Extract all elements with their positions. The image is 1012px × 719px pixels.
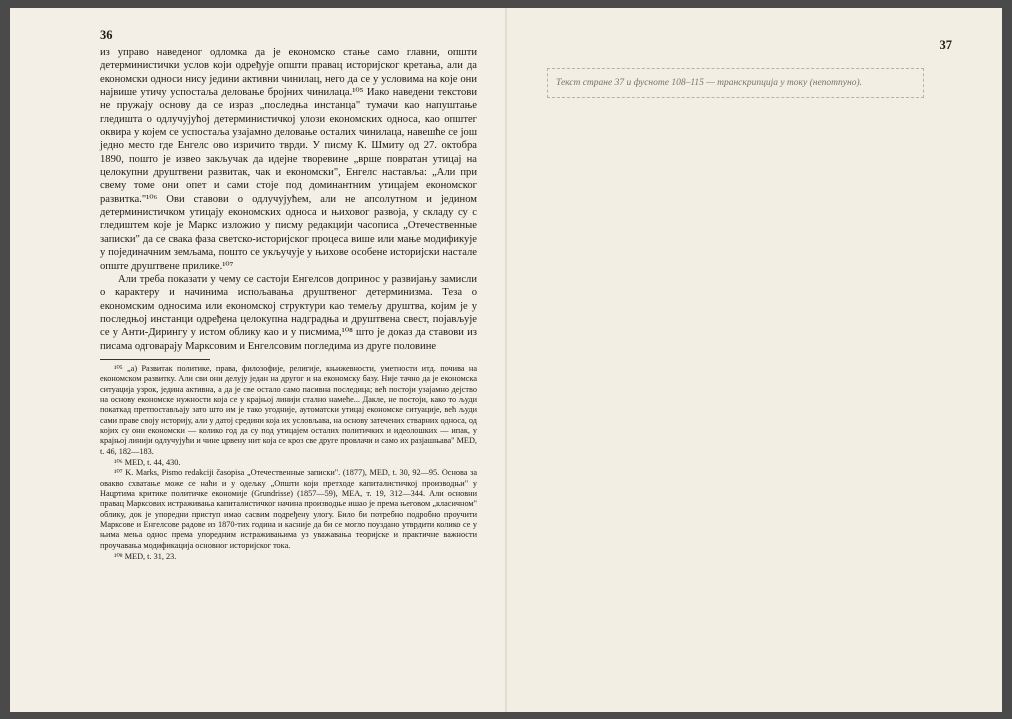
right-page-placeholder: Текст стране 37 и фусноте 108–115 — транскрипција у току (непотпуно). xyxy=(547,68,924,98)
paragraph-2: Али треба показати у чему се састоји Енгелсов допринос у развијању замисли о карактеру и начинима испољавања друштвеног детерминизма. Теза о економским односима или економској структури као темељу друштва, којим је у последњој инстанци одређена целокупна надградња и друштвена свест, појављује се у Анти-Дирингу у истом облику као и у писмима,¹⁰⁸ што је доказ да ставови из писама одговарају Марксовим и Енгелсовим погледима из друге половине xyxy=(100,273,477,352)
footnote-106: ¹⁰⁶ MED, t. 44, 430. xyxy=(114,457,181,467)
paragraph-1: из управо наведеног одломка да је економско стање само главни, општи детерминистички услов који одређује општи правац историјског кретања, али да економски односи нису једини активни чинилац, него да се у условима на које они највише утичу успостаља деловање бројних чинилаца.¹⁰⁵ Иако наведени текстови не пружају основу да се израз „последња инстанца" тумачи као напуштање гледишта о одлучујућој детерминистичкој улози економских односа, као општег оквира у којем се успостаља узајамно деловање осталих чинилаца, навешће се још једно место где Енгелс ово изричито тврди. У писму К. Шмиту од 27. октобра 1890, пошто је извео закључак да идејне творевине „врше повратан утицај на целокупни друштвени развитак, чак и економски", Енгелс наставља: „Али при свему томе они опет и сами стоје под доминантним утицајем економског развитка."¹⁰⁶ Ови ставови о одлучујућем, али не апсолутном и једином детерминистичком утицају економских односа и њиховог развоја, у складу су с гледиштем које је Маркс изложио у писму редакцији часописа „Отечественные записки" да се свака фаза светско-историјског процеса више или мање модификује у појединачним земљама, пошто се укључује у њихове особене историјски настале опште друштвене прилике.¹⁰⁷ xyxy=(100,47,477,272)
right-page xyxy=(507,8,1002,712)
page-number-left: 36 xyxy=(100,28,113,42)
page-number-right: 37 xyxy=(939,38,952,52)
footnote-107: ¹⁰⁷ K. Marks, Pismo redakciji časopisa „Отечественные записки". (1877), MED, t. 30, 92—95. Основа за овакво схватање може се наћи и у одељку „Општи који претходе капиталистичкој производњи" у Нацртима критике политичке економије (Grundrisse) (1857—59), MEA, т. 19, 312—344. Али основни правац Марксових истраживања капиталистичког начина производње ишао је према његовом „класичном" облику, док је упоредни приступ имао сасвим подређену улогу. Било би потребно подробно проучити Марксове и Енгелсове радове из 1870-тих година и касније да би се могло поуздано утврдити колико се у њима мења однос према упоредним истраживањима уз уважавања теоријске и практичне важности проучавања модификација основног историјског тока. xyxy=(100,468,477,550)
left-page xyxy=(10,8,505,712)
footnote-108: ¹⁰⁸ MED, t. 31, 23. xyxy=(114,551,177,561)
left-footnotes xyxy=(100,364,477,562)
footnote-rule xyxy=(100,359,210,360)
footnote-105: ¹⁰⁵ „а) Развитак политике, права, филозофије, религије, књижевности, уметности итд. почива на економском развитку. Али сви они делују један на другог и на економску базу. Није тачно да је економска ситуација узрок, једина активна, а да је све остало само пасивна последица; већ постоји узајамно дејство на основу економске нужности која се у крајњој линији стално намеће... Дакле, не постоји, како то људи покаткад претпостављају зато што им је тако угодније, аутоматски утицај економске ситуације, већ људи сами праве своју историју, али у датој средини која их условљава, на основу затечених стварних односа, од којих су они економски — колико год да су под утицајем осталих политичких и идеолошких — ипак, у крајњој линији одлучујући и чине црвену нит која се кроз све друге провлачи и само их разјашњава" MED, t. 46, 182—183. xyxy=(100,363,477,456)
left-body-text xyxy=(100,46,477,353)
